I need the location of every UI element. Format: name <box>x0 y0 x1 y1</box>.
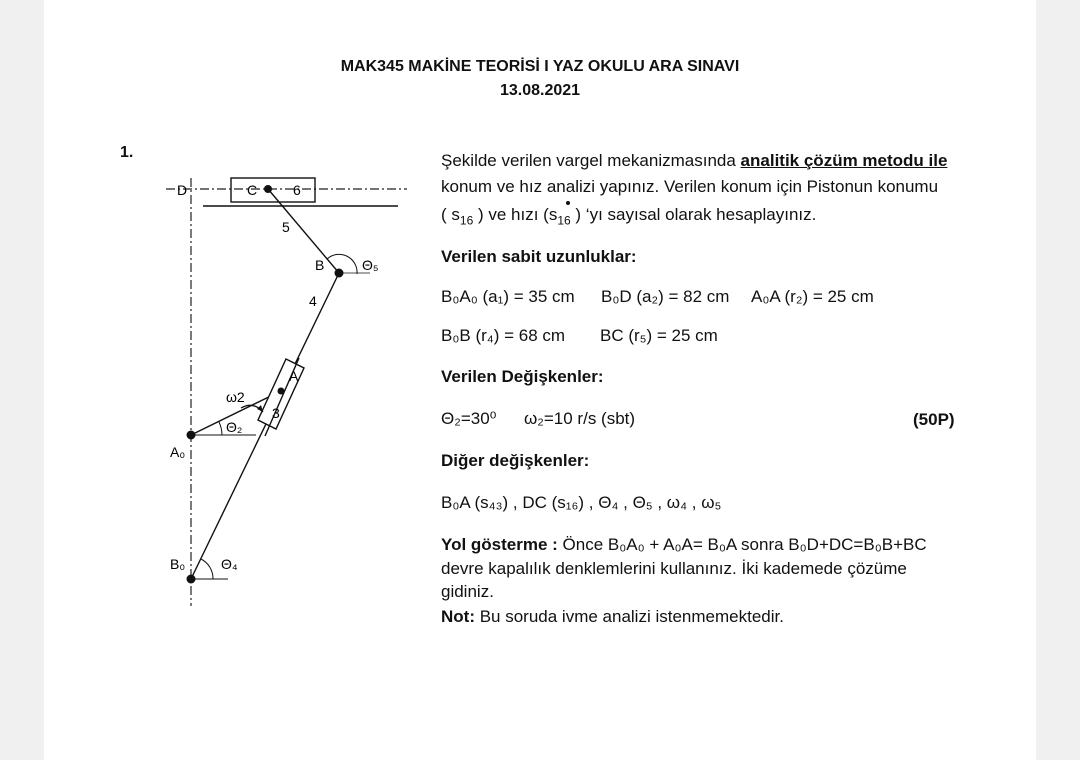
points-badge: (50P) <box>913 410 955 429</box>
exam-date: 13.08.2021 <box>499 82 581 99</box>
joint-B0 <box>187 575 196 584</box>
label-6: 6 <box>293 182 301 198</box>
label-B0: B₀ <box>170 556 186 572</box>
label-theta5: Θ₅ <box>362 257 379 273</box>
length-b0a0: B₀A₀ (a₁) = 35 cm <box>441 287 575 306</box>
note-line <box>441 607 784 627</box>
label-A0: A₀ <box>170 444 186 460</box>
hint-label: Yol gösterme : <box>441 535 558 554</box>
label-5: 5 <box>282 219 290 235</box>
length-b0d: B₀D (a₂) = 82 cm <box>601 287 730 306</box>
other-variables-list: B₀A (s₄₃) , DC (s₁₆) , Θ₄ , Θ₅ , ω₄ , ω₅ <box>441 493 722 512</box>
intro-line3-a: ( s <box>441 205 460 224</box>
hint-line-3: gidiniz. <box>441 582 494 601</box>
length-a0a: A₀A (r₂) = 25 cm <box>751 287 874 306</box>
theta2-arc <box>219 422 222 435</box>
label-C: C <box>247 182 258 198</box>
piston-block <box>231 178 315 202</box>
intro-line-1 <box>441 151 947 171</box>
question-number: 1. <box>120 144 134 161</box>
mechanism-diagram <box>0 0 440 620</box>
intro-prefix: Şekilde verilen vargel mekanizmasında <box>441 151 741 170</box>
s16-dot-subscript: 16 <box>557 213 571 228</box>
hint-text: Önce B₀A₀ + A₀A= B₀A sonra B₀D+DC=B₀B+BC <box>557 535 927 554</box>
joint-A <box>278 388 285 395</box>
label-4: 4 <box>309 293 317 309</box>
intro-line3-b: ) ve hızı (s <box>473 205 558 224</box>
label-theta2: Θ₂ <box>226 419 243 435</box>
other-variables-heading: Diğer değişkenler: <box>441 451 590 470</box>
joint-A0 <box>187 431 196 440</box>
link-4 <box>191 273 339 579</box>
theta4-arc <box>201 559 213 579</box>
velocity-dot <box>566 201 570 205</box>
fixed-lengths-heading: Verilen sabit uzunluklar: <box>441 247 637 266</box>
label-omega2: ω2 <box>226 389 245 405</box>
note-text: Bu soruda ivme analizi istenmemektedir. <box>474 607 784 626</box>
omega2-arrowhead <box>257 405 263 412</box>
label-theta4: Θ₄ <box>221 556 238 572</box>
given-variables-heading: Verilen Değişkenler: <box>441 367 604 386</box>
intro-line-3 <box>441 205 816 227</box>
label-D: D <box>177 182 188 198</box>
length-bc: BC (r₅) = 25 cm <box>600 326 718 345</box>
s16-subscript: 16 <box>459 213 474 228</box>
exam-title: MAK345 MAKİNE TEORİSİ I YAZ OKULU ARA SINAVI <box>340 58 740 75</box>
label-A: A <box>289 368 299 384</box>
intro-line-2: konum ve hız analizi yapınız. Verilen konum için Pistonun konumu <box>441 177 939 196</box>
omega2-value: ω₂=10 r/s (sbt) <box>524 409 636 428</box>
label-B: B <box>315 257 325 273</box>
length-b0b: B₀B (r₄) = 68 cm <box>441 326 566 345</box>
intro-emphasis: analitik çözüm metodu ile <box>740 151 948 170</box>
theta2-value: Θ₂=30⁰ <box>441 409 497 428</box>
joint-B <box>335 269 344 278</box>
intro-line3-c: ) ‘yı sayısal olarak hesaplayınız. <box>570 205 817 224</box>
hint-line-1 <box>441 535 927 555</box>
joint-C <box>264 185 272 193</box>
hint-line-2: devre kapalılık denklemlerini kullanınız. İki kademede çözüme <box>441 559 907 578</box>
note-label: Not: <box>441 607 475 626</box>
label-3: 3 <box>272 405 280 421</box>
